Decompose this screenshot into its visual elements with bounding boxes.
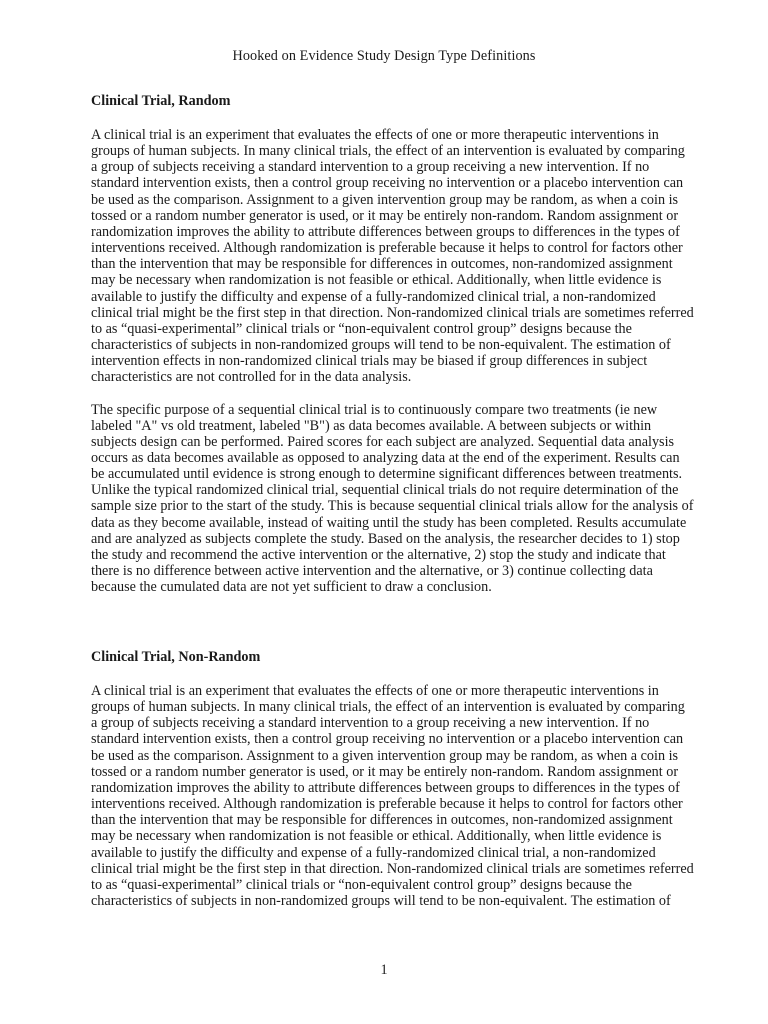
paragraph-line: clinical trial might be the first step in that direction. Non-randomized clinical trials are sometimes referred [91, 860, 694, 877]
paragraph-line: available to justify the difficulty and expense of a fully-randomized clinical trial, a non-randomized [91, 844, 656, 861]
paragraph-line: standard intervention exists, then a control group receiving no intervention or a placebo intervention can [91, 731, 684, 748]
section-clinical-trial-random [91, 93, 694, 596]
paragraph-line: the study and recommend the active intervention or the alternative, 2) stop the study and indicate that [91, 546, 666, 563]
page-number: 1 [380, 962, 388, 978]
paragraph-line: randomization improves the ability to attribute differences between groups to differences in the types of [91, 779, 680, 796]
paragraph-line: be used as the comparison. Assignment to a given intervention group may be random, as when a coin is [91, 191, 679, 208]
paragraph-line: groups of human subjects. In many clinical trials, the effect of an intervention is evaluated by comparing [91, 699, 685, 716]
paragraph-line: occurs as data becomes available as opposed to analyzing data at the end of the experiment. Results can [91, 449, 680, 466]
paragraph-line: than the intervention that may be responsible for differences in outcomes, non-randomized assignment [91, 256, 673, 273]
paragraph-line: subjects design can be performed. Paired scores for each subject are analyzed. Sequential data analysis [91, 433, 675, 450]
paragraph [91, 401, 694, 596]
paragraph-line: interventions received. Although randomization is preferable because it helps to control for factors other [91, 796, 683, 813]
paragraph-line: there is no difference between active intervention and the alternative, or 3) continue collecting data [91, 563, 653, 580]
paragraph-line: because the cumulated data are not yet sufficient to draw a conclusion. [91, 579, 492, 596]
section-heading: Clinical Trial, Random [91, 93, 231, 109]
paragraph-line: intervention effects in non-randomized clinical trials may be biased if group differences in subject [91, 353, 648, 370]
paragraph-line: characteristics are not controlled for in the data analysis. [91, 369, 412, 386]
paragraph-line: a group of subjects receiving a standard intervention to a group receiving a new intervention. If no [91, 715, 650, 732]
paragraph-line: a group of subjects receiving a standard intervention to a group receiving a new intervention. If no [91, 159, 650, 176]
paragraph-line: may be necessary when randomization is not feasible or ethical. Additionally, when little evidence is [91, 828, 662, 845]
paragraph-line: interventions received. Although randomization is preferable because it helps to control for factors other [91, 240, 683, 257]
paragraph-line: clinical trial might be the first step in that direction. Non-randomized clinical trials are sometimes referred [91, 304, 694, 321]
paragraph-line: may be necessary when randomization is not feasible or ethical. Additionally, when little evidence is [91, 272, 662, 289]
paragraph-line: tossed or a random number generator is used, or it may be entirely non-random. Random assignment or [91, 763, 679, 780]
paragraph-line: available to justify the difficulty and expense of a fully-randomized clinical trial, a non-randomized [91, 288, 656, 305]
document-title: Hooked on Evidence Study Design Type Definitions [232, 48, 536, 64]
paragraph-line: characteristics of subjects in non-randomized groups will tend to be non-equivalent. The estimation of [91, 893, 671, 910]
paragraph-line: sample size prior to the start of the study. This is because sequential clinical trials allow for the analysis of [91, 498, 694, 515]
paragraph-line: data as they become available, instead of waiting until the study has been completed. Results accumulate [91, 514, 687, 531]
section-heading: Clinical Trial, Non-Random [91, 649, 261, 665]
paragraph [91, 683, 694, 910]
paragraph-line: be accumulated until evidence is strong enough to determine significant differences between treatments. [91, 466, 683, 483]
section-clinical-trial-non-random [91, 649, 694, 910]
paragraph-line: be used as the comparison. Assignment to a given intervention group may be random, as when a coin is [91, 747, 679, 764]
paragraph [91, 127, 694, 386]
paragraph-line: Unlike the typical randomized clinical trial, sequential clinical trials do not require determination of the [91, 482, 679, 499]
paragraph-line: and are analyzed as subjects complete the study. Based on the analysis, the researcher decides to 1) stop [91, 530, 680, 547]
paragraph-line: A clinical trial is an experiment that evaluates the effects of one or more therapeutic interventions in [91, 683, 659, 699]
paragraph-line: labeled "A" vs old treatment, labeled "B") as data becomes available. A between subjects or within [91, 417, 652, 434]
paragraph-line: randomization improves the ability to attribute differences between groups to differences in the types of [91, 223, 680, 240]
paragraph-line: standard intervention exists, then a control group receiving no intervention or a placebo intervention can [91, 175, 684, 192]
paragraph-line: than the intervention that may be responsible for differences in outcomes, non-randomized assignment [91, 812, 673, 829]
paragraph-line: to as “quasi-experimental” clinical trials or “non-equivalent control group” designs because the [91, 320, 632, 337]
paragraph-line: tossed or a random number generator is used, or it may be entirely non-random. Random assignment or [91, 207, 679, 224]
paragraph-line: groups of human subjects. In many clinical trials, the effect of an intervention is evaluated by comparing [91, 143, 685, 160]
paragraph-line: characteristics of subjects in non-randomized groups will tend to be non-equivalent. The estimation of [91, 337, 671, 354]
paragraph-line: A clinical trial is an experiment that evaluates the effects of one or more therapeutic interventions in [91, 127, 659, 143]
paragraph-line: to as “quasi-experimental” clinical trials or “non-equivalent control group” designs because the [91, 876, 632, 893]
paragraph-line: The specific purpose of a sequential clinical trial is to continuously compare two treatments (ie new [91, 401, 658, 418]
